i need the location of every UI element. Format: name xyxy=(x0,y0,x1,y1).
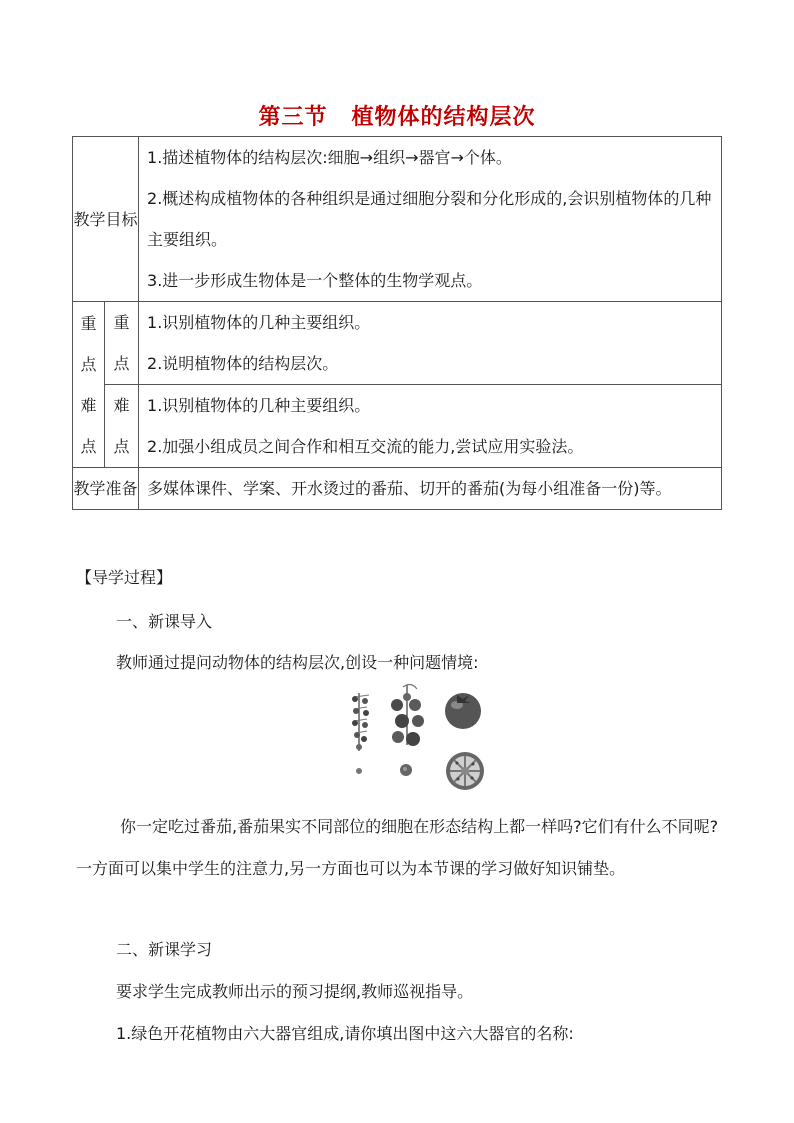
seed-icon xyxy=(356,768,362,774)
preparation-content xyxy=(139,468,722,510)
sliced-tomato-icon xyxy=(446,752,484,790)
page-title xyxy=(0,100,794,131)
tomato-vine-icon xyxy=(352,693,369,751)
key-difficult-label: 重 点 难 点 xyxy=(73,302,105,468)
lesson-info-table xyxy=(72,136,722,510)
objective-item: 3.进一步形成生物体是一个整体的生物学观点。 xyxy=(147,271,483,290)
difficult-point-item: 2.加强小组成员之间合作和相互交流的能力,尝试应用实验法。 xyxy=(147,437,584,456)
objectives-label: 教学目标 xyxy=(73,137,139,302)
key-points-label: 重 点 xyxy=(105,302,139,385)
objective-item: 2.概述构成植物体的各种组织是通过细胞分裂和分化形成的,会识别植物体的几种主要组织。 xyxy=(147,189,712,249)
key-points-row xyxy=(73,302,722,385)
preparation-text: 多媒体课件、学案、开水烫过的番茄、切开的番茄(为每小组准备一份)等。 xyxy=(147,479,672,498)
section-number: 第三节 xyxy=(258,105,328,130)
difficult-points-row xyxy=(73,385,722,468)
process-heading: 【导学过程】 xyxy=(76,568,173,587)
section1-intro: 教师通过提问动物体的结构层次,创设一种问题情境: xyxy=(116,653,479,672)
preparation-label: 教学准备 xyxy=(73,468,139,510)
objective-item: 1.描述植物体的结构层次:细胞→组织→器官→个体。 xyxy=(147,148,512,167)
whole-tomato-icon xyxy=(445,693,481,729)
objectives-row xyxy=(73,137,722,302)
key-point-item: 2.说明植物体的结构层次。 xyxy=(147,354,339,373)
section1-heading: 一、新课导入 xyxy=(116,612,213,631)
objectives-content xyxy=(139,137,722,302)
section2-item1: 1.绿色开花植物由六大器官组成,请你填出图中这六大器官的名称: xyxy=(116,1024,574,1043)
difficult-points-content xyxy=(139,385,722,468)
key-point-item: 1.识别植物体的几种主要组织。 xyxy=(147,313,371,332)
difficult-points-label: 难 点 xyxy=(105,385,139,468)
section2-heading: 二、新课学习 xyxy=(116,940,213,959)
small-tomato-icon xyxy=(400,764,412,776)
preparation-row xyxy=(73,468,722,510)
section-title: 植物体的结构层次 xyxy=(351,105,536,130)
key-points-content xyxy=(139,302,722,385)
tomato-cluster-icon xyxy=(391,684,424,746)
difficult-point-item: 1.识别植物体的几种主要组织。 xyxy=(147,396,371,415)
section1-paragraph: 你一定吃过番茄,番茄果实不同部位的细胞在形态结构上都一样吗?它们有什么不同呢?一方面可以集中学生的注意力,另一方面也可以为本节课的学习做好知识铺垫。 xyxy=(76,817,719,878)
tomato-illustration xyxy=(345,683,490,795)
section2-intro: 要求学生完成教师出示的预习提纲,教师巡视指导。 xyxy=(116,982,474,1001)
